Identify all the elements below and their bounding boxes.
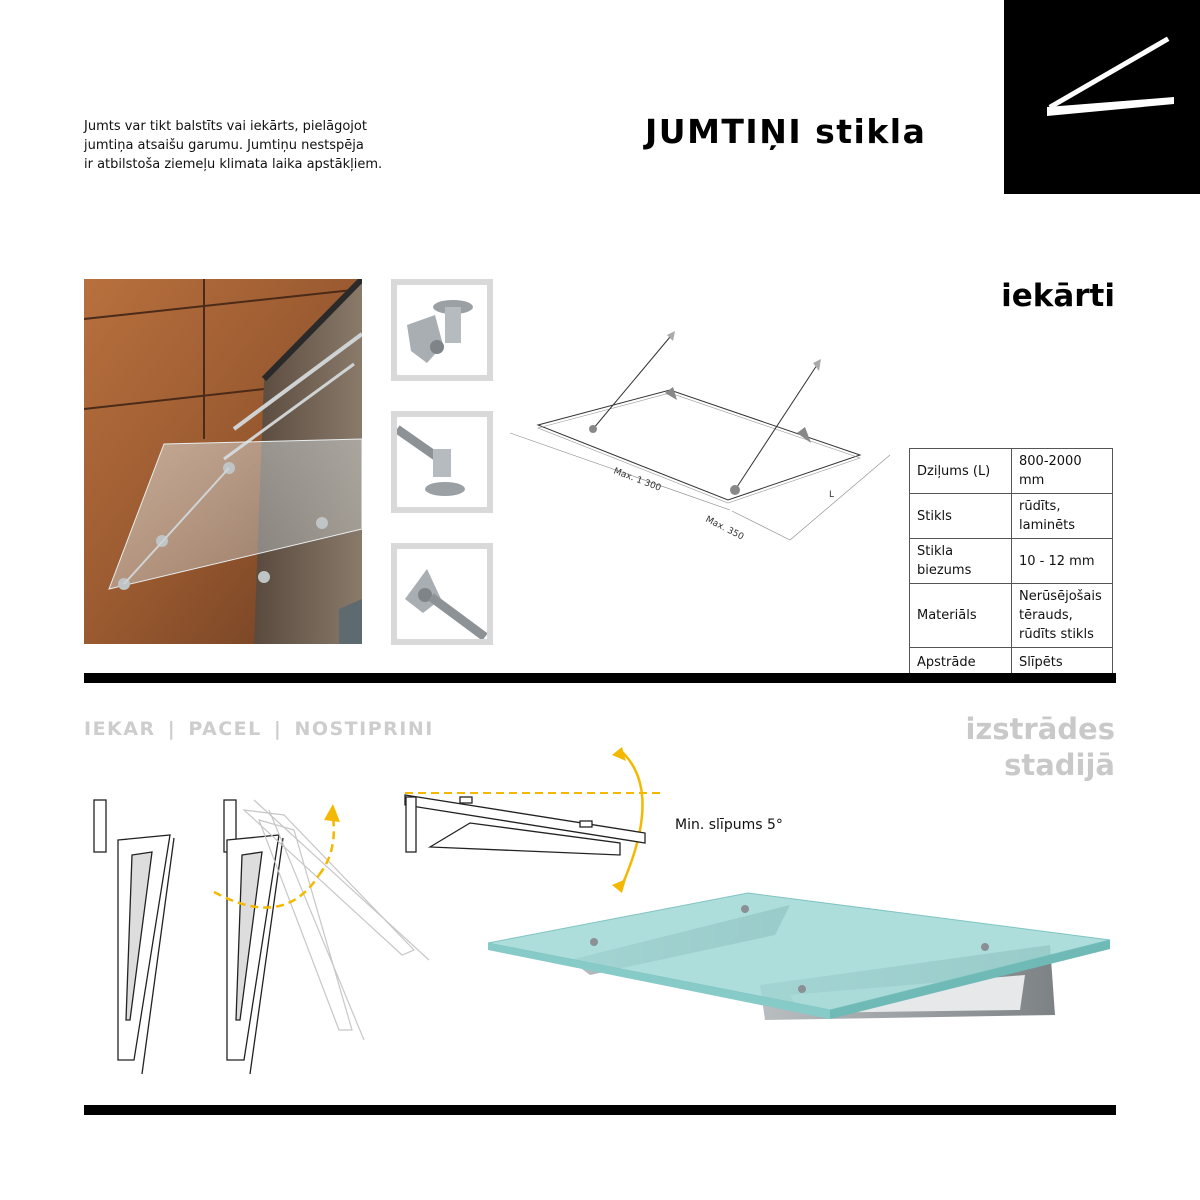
rod-joint-icon bbox=[397, 417, 487, 507]
folding-sequence-diagram bbox=[84, 780, 444, 1080]
spec-key: Dziļums (L) bbox=[910, 449, 1012, 494]
spec-key: Materiāls bbox=[910, 584, 1012, 648]
section-divider bbox=[84, 673, 1116, 683]
wall-anchor-icon bbox=[397, 549, 487, 639]
wall-bracket-icon bbox=[397, 285, 487, 375]
building-canopy-image bbox=[84, 279, 362, 644]
spec-value: rūdīts, laminēts bbox=[1012, 494, 1113, 539]
section-subtitle: iekārti bbox=[1001, 278, 1115, 314]
length-label: Max. 1 300 bbox=[611, 466, 663, 494]
spec-key: Stikls bbox=[910, 494, 1012, 539]
spec-key: Apstrāde bbox=[910, 648, 1012, 677]
intro-line: jumtiņa atsaišu garumu. Jumtiņu nestspēja bbox=[84, 138, 364, 153]
intro-line: ir atbilstoša ziemeļu klimata laika apstākļiem. bbox=[84, 157, 383, 172]
canopy-logo-icon bbox=[1004, 0, 1200, 194]
glass-canopy-render bbox=[480, 885, 1120, 1035]
slope-diagram bbox=[400, 745, 670, 895]
spec-table bbox=[909, 448, 1113, 677]
offset-label: Max. 350 bbox=[703, 514, 746, 543]
wall-anchor-thumbnail bbox=[391, 543, 493, 645]
intro-line: Jumts var tikt balstīts vai iekārts, pielāgojot bbox=[84, 119, 367, 134]
slope-label: Min. slīpums 5° bbox=[675, 817, 783, 833]
spec-value: Slīpēts bbox=[1012, 648, 1113, 677]
depth-label: L bbox=[829, 490, 835, 500]
step-separator: | bbox=[273, 718, 283, 740]
step-label: PACEL bbox=[188, 718, 262, 740]
step-label: IEKAR bbox=[84, 718, 156, 740]
spec-key: Stikla biezums bbox=[910, 539, 1012, 584]
table-row bbox=[910, 449, 1113, 494]
install-steps bbox=[84, 718, 434, 740]
table-row bbox=[910, 539, 1113, 584]
bracket-thumbnail bbox=[391, 279, 493, 381]
page-title: JUMTIŅI stikla bbox=[645, 112, 927, 151]
canopy-photo bbox=[84, 279, 362, 644]
spec-value: 800-2000 mm bbox=[1012, 449, 1113, 494]
development-status bbox=[965, 711, 1115, 783]
step-separator: | bbox=[167, 718, 177, 740]
rod-joint-thumbnail bbox=[391, 411, 493, 513]
status-line: izstrādes bbox=[965, 712, 1115, 746]
brand-logo bbox=[1004, 0, 1200, 194]
step-label: NOSTIPRINI bbox=[294, 718, 434, 740]
table-row bbox=[910, 584, 1113, 648]
status-line: stadijā bbox=[1004, 748, 1115, 782]
section-divider-bottom bbox=[84, 1105, 1116, 1115]
table-row bbox=[910, 494, 1113, 539]
spec-value: Nerūsējošais tērauds, rūdīts stikls bbox=[1012, 584, 1113, 648]
spec-value: 10 - 12 mm bbox=[1012, 539, 1113, 584]
intro-text bbox=[84, 117, 424, 174]
canopy-dimension-drawing bbox=[505, 325, 900, 550]
